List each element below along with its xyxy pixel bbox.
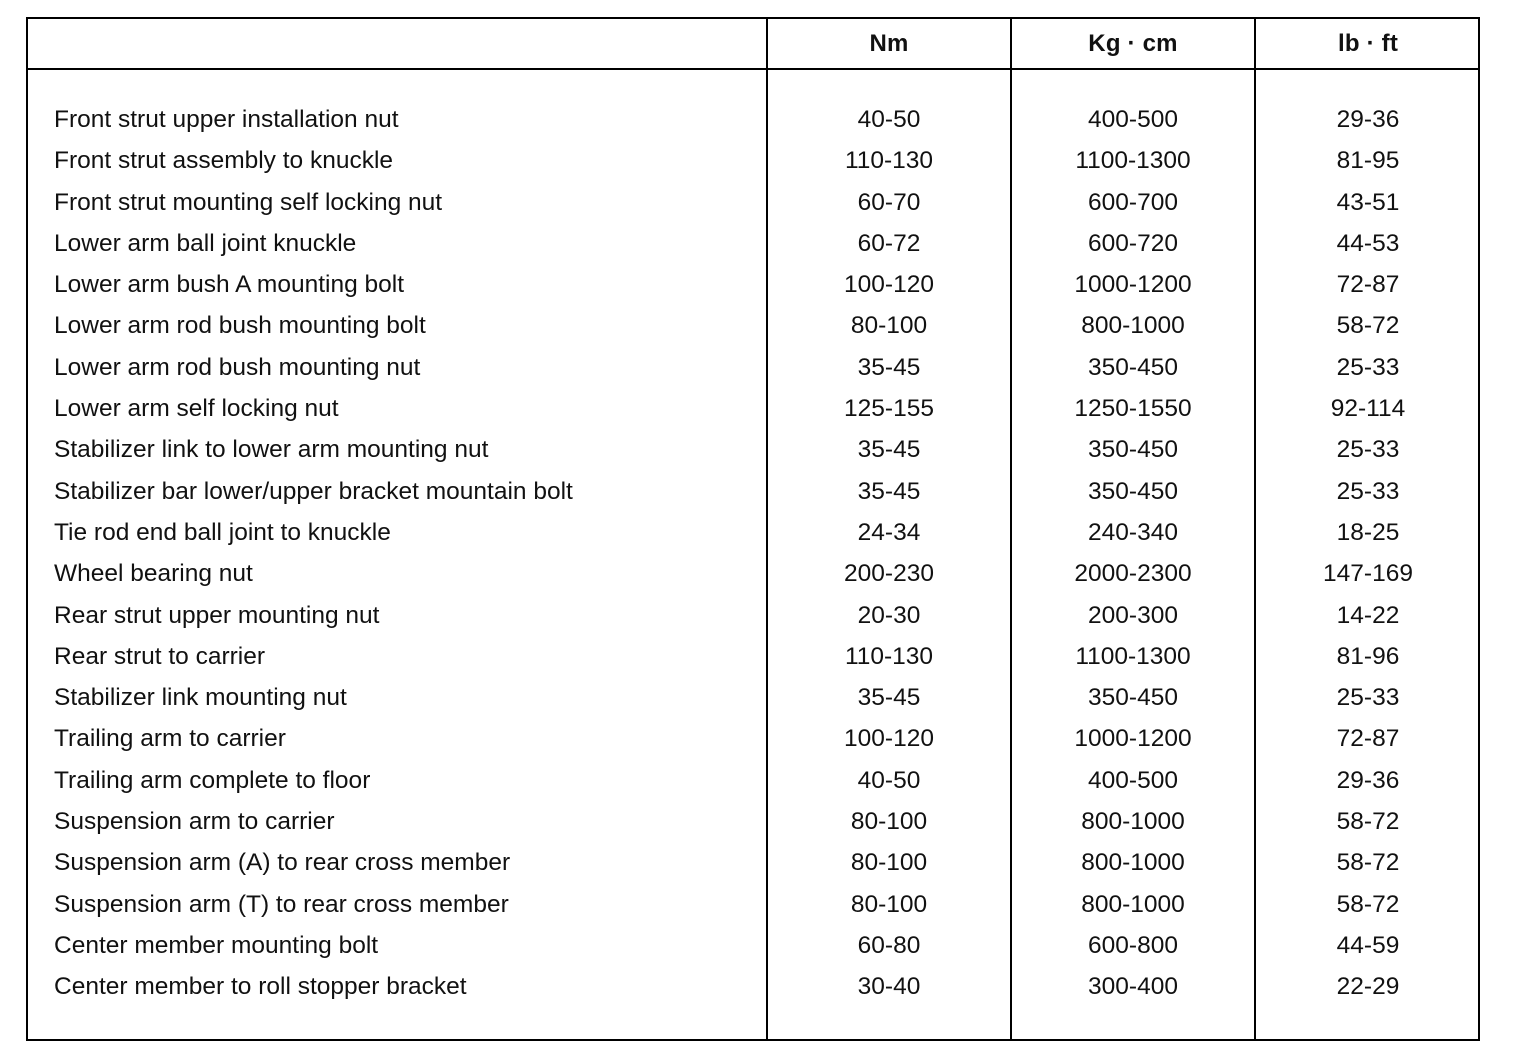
row-value-lb-ft: 43-51 <box>1336 188 1400 216</box>
row-value-lb-ft: 58-72 <box>1336 808 1400 836</box>
table-header-row <box>28 19 1478 68</box>
table-row <box>28 182 1478 223</box>
row-value-kg-cm: 200-300 <box>1088 601 1178 629</box>
row-value-nm: 35-45 <box>857 353 921 381</box>
table-row <box>28 677 1478 718</box>
row-value-lb-ft: 81-96 <box>1336 642 1400 670</box>
row-item-label: Rear strut upper mounting nut <box>54 601 380 629</box>
row-item-label: Trailing arm to carrier <box>54 725 286 753</box>
row-item-label: Lower arm bush A mounting bolt <box>54 271 405 299</box>
row-value-lb-ft: 44-53 <box>1336 229 1400 257</box>
table-body <box>28 99 1478 1008</box>
row-value-lb-ft: 29-36 <box>1336 766 1400 794</box>
torque-spec-table <box>26 17 1480 1041</box>
row-value-kg-cm: 350-450 <box>1088 353 1178 381</box>
table-row <box>28 553 1478 594</box>
row-value-nm: 80-100 <box>850 808 928 836</box>
row-value-kg-cm: 350-450 <box>1088 684 1178 712</box>
table-row <box>28 140 1478 181</box>
row-item-label: Lower arm self locking nut <box>54 395 339 423</box>
row-value-kg-cm: 800-1000 <box>1081 849 1185 877</box>
table-row <box>28 842 1478 883</box>
table-row <box>28 347 1478 388</box>
row-value-kg-cm: 800-1000 <box>1081 890 1185 918</box>
table-row <box>28 718 1478 759</box>
row-value-lb-ft: 147-169 <box>1323 560 1413 588</box>
table-row <box>28 925 1478 966</box>
row-item-label: Lower arm rod bush mounting nut <box>54 353 421 381</box>
table-row <box>28 966 1478 1007</box>
row-value-lb-ft: 58-72 <box>1336 890 1400 918</box>
row-item-label: Stabilizer bar lower/upper bracket mountain bolt <box>54 477 573 505</box>
row-value-nm: 30-40 <box>857 973 921 1001</box>
row-value-nm: 80-100 <box>850 312 928 340</box>
row-value-kg-cm: 1000-1200 <box>1074 271 1192 299</box>
row-value-lb-ft: 44-59 <box>1336 931 1400 959</box>
table-row <box>28 99 1478 140</box>
row-item-label: Lower arm ball joint knuckle <box>54 229 357 257</box>
row-value-lb-ft: 58-72 <box>1336 312 1400 340</box>
row-value-nm: 60-70 <box>857 188 921 216</box>
row-item-label: Front strut mounting self locking nut <box>54 188 443 216</box>
table-row <box>28 760 1478 801</box>
row-item-label: Suspension arm (A) to rear cross member <box>54 849 511 877</box>
row-value-lb-ft: 22-29 <box>1336 973 1400 1001</box>
row-value-lb-ft: 25-33 <box>1336 684 1400 712</box>
table-row <box>28 471 1478 512</box>
row-item-label: Front strut upper installation nut <box>54 106 399 133</box>
row-value-nm: 110-130 <box>844 642 934 670</box>
table-row <box>28 595 1478 636</box>
row-value-kg-cm: 800-1000 <box>1081 808 1185 836</box>
table-row <box>28 429 1478 470</box>
row-item-label: Front strut assembly to knuckle <box>54 147 394 175</box>
table-row <box>28 388 1478 429</box>
row-value-nm: 125-155 <box>844 395 934 423</box>
row-value-kg-cm: 600-800 <box>1088 931 1178 959</box>
row-value-nm: 100-120 <box>844 725 934 753</box>
row-item-label: Suspension arm (T) to rear cross member <box>54 890 509 918</box>
row-value-nm: 60-72 <box>857 229 921 257</box>
row-item-label: Rear strut to carrier <box>54 642 266 670</box>
row-value-nm: 100-120 <box>844 271 934 299</box>
row-value-nm: 35-45 <box>857 477 921 505</box>
row-value-kg-cm: 400-500 <box>1088 106 1178 133</box>
header-nm: Nm <box>869 30 909 57</box>
header-lb-ft: lb · ft <box>1337 30 1399 57</box>
row-item-label: Trailing arm complete to floor <box>54 766 371 794</box>
row-value-kg-cm: 1000-1200 <box>1074 725 1192 753</box>
row-value-lb-ft: 25-33 <box>1336 353 1400 381</box>
row-value-lb-ft: 72-87 <box>1336 725 1400 753</box>
row-value-nm: 35-45 <box>857 684 921 712</box>
header-kg-cm: Kg · cm <box>1088 30 1178 57</box>
row-item-label: Stabilizer link mounting nut <box>54 684 347 712</box>
row-value-nm: 80-100 <box>850 849 928 877</box>
row-value-kg-cm: 600-720 <box>1088 229 1178 257</box>
row-value-nm: 60-80 <box>857 931 921 959</box>
row-value-kg-cm: 350-450 <box>1088 477 1178 505</box>
row-item-label: Center member to roll stopper bracket <box>54 973 467 1001</box>
row-value-lb-ft: 72-87 <box>1336 271 1400 299</box>
row-value-kg-cm: 1100-1300 <box>1075 147 1191 175</box>
table-row <box>28 636 1478 677</box>
row-value-nm: 110-130 <box>844 147 934 175</box>
table-row <box>28 801 1478 842</box>
row-value-kg-cm: 300-400 <box>1088 973 1178 1001</box>
row-value-kg-cm: 1100-1300 <box>1075 642 1191 670</box>
row-item-label: Wheel bearing nut <box>54 560 253 588</box>
row-item-label: Lower arm rod bush mounting bolt <box>54 312 426 340</box>
table-row <box>28 884 1478 925</box>
row-value-nm: 40-50 <box>857 106 921 133</box>
row-item-label: Tie rod end ball joint to knuckle <box>54 518 391 546</box>
row-value-lb-ft: 29-36 <box>1336 106 1400 133</box>
row-value-kg-cm: 600-700 <box>1088 188 1178 216</box>
row-value-kg-cm: 350-450 <box>1088 436 1178 464</box>
table-row <box>28 264 1478 305</box>
row-value-kg-cm: 800-1000 <box>1081 312 1185 340</box>
row-value-nm: 40-50 <box>857 766 921 794</box>
row-value-kg-cm: 1250-1550 <box>1074 395 1192 423</box>
row-value-kg-cm: 2000-2300 <box>1074 560 1192 588</box>
row-value-nm: 200-230 <box>844 560 934 588</box>
row-value-lb-ft: 14-22 <box>1336 601 1400 629</box>
row-item-label: Suspension arm to carrier <box>54 808 335 836</box>
row-item-label: Stabilizer link to lower arm mounting nut <box>54 436 489 464</box>
table-row <box>28 512 1478 553</box>
table-row <box>28 305 1478 346</box>
row-value-nm: 35-45 <box>857 436 921 464</box>
header-divider <box>28 68 1478 70</box>
row-value-nm: 80-100 <box>850 890 928 918</box>
row-value-kg-cm: 400-500 <box>1088 766 1178 794</box>
table-row <box>28 223 1478 264</box>
row-item-label: Center member mounting bolt <box>54 931 379 959</box>
row-value-lb-ft: 18-25 <box>1336 518 1400 546</box>
row-value-nm: 24-34 <box>857 518 921 546</box>
row-value-lb-ft: 25-33 <box>1336 436 1400 464</box>
row-value-lb-ft: 92-114 <box>1330 395 1406 423</box>
row-value-nm: 20-30 <box>857 601 921 629</box>
row-value-lb-ft: 81-95 <box>1336 147 1400 175</box>
row-value-lb-ft: 58-72 <box>1336 849 1400 877</box>
row-value-lb-ft: 25-33 <box>1336 477 1400 505</box>
row-value-kg-cm: 240-340 <box>1088 518 1178 546</box>
